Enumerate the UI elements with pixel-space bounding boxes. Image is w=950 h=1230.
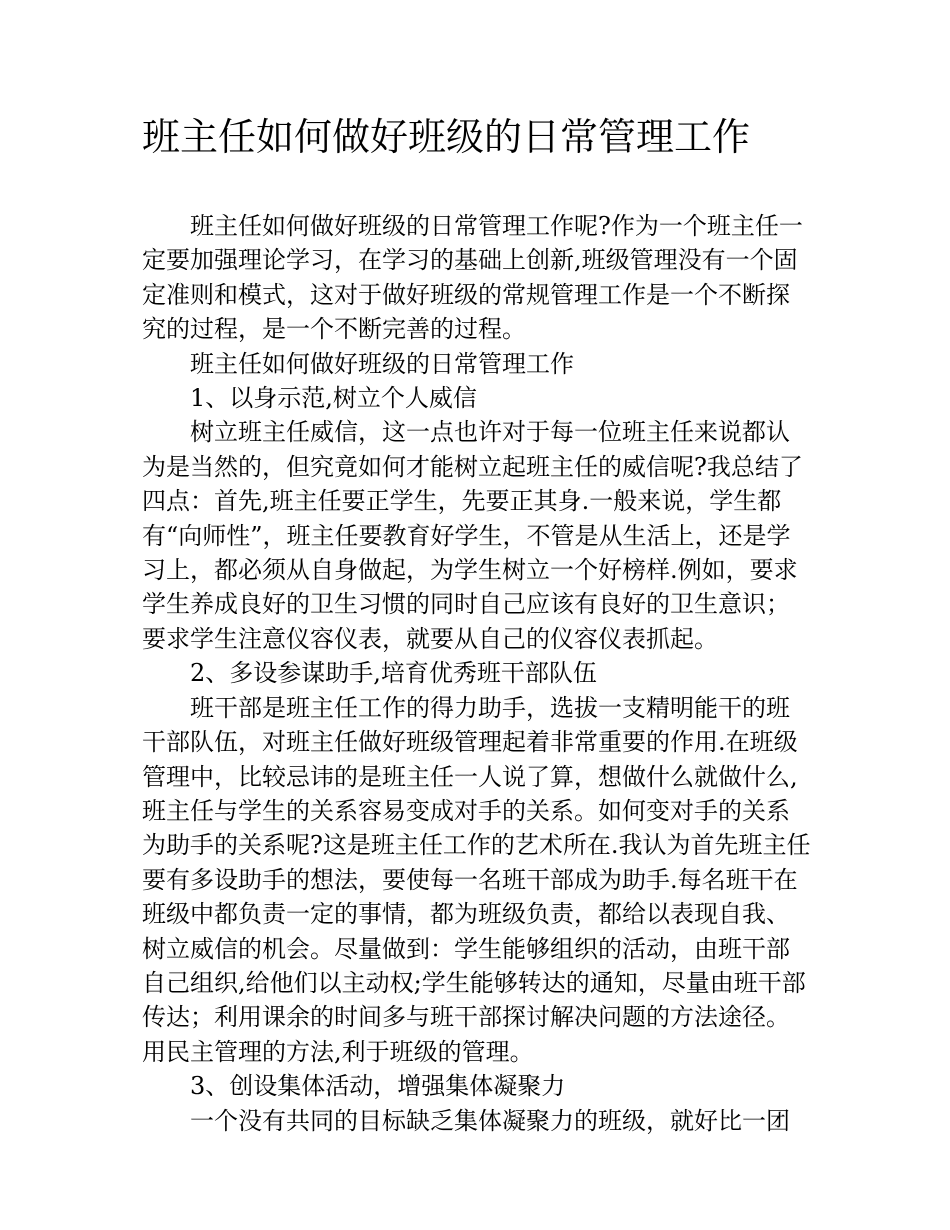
document-body bbox=[142, 209, 812, 1138]
intro-paragraph: 班主任如何做好班级的日常管理工作呢?作为一个班主任一定要加强理论学习，在学习的基础上创新,班级管理没有一个固定准则和模式，这对于做好班级的常规管理工作是一个不断探究的过程，是一个不断完善的过程。 bbox=[142, 212, 803, 344]
point-heading-1: 1、以身示范,树立个人威信 bbox=[190, 384, 477, 413]
point-heading-2: 2、多设参谋助手,培育优秀班干部队伍 bbox=[190, 659, 597, 688]
point-paragraph-3: 一个没有共同的目标缺乏集体凝聚力的班级，就好比一团 bbox=[190, 1106, 790, 1135]
point-paragraph-1: 树立班主任威信，这一点也许对于每一位班主任来说都认为是当然的，但究竟如何才能树立起班主任的威信呢?我总结了四点：首先,班主任要正学生，先要正其身.一般来说，学生都有“向师性”，班主任要教育好学生，不管是从生活上，还是学习上，都必须从自身做起，为学生树立一个好榜样.例如，要求学生养成良好的卫生习惯的同时自己应该有良好的卫生意识；要求学生注意仪容仪表，就要从自己的仪容仪表抓起。 bbox=[142, 418, 803, 653]
document-title: 班主任如何做好班级的日常管理工作 bbox=[142, 115, 751, 159]
section-heading: 班主任如何做好班级的日常管理工作 bbox=[190, 349, 574, 378]
point-heading-3: 3、创设集体活动，增强集体凝聚力 bbox=[190, 1072, 566, 1101]
point-paragraph-2: 班干部是班主任工作的得力助手，选拔一支精明能干的班干部队伍，对班主任做好班级管理起着非常重要的作用.在班级管理中，比较忌讳的是班主任一人说了算，想做什么就做什么,班主任与学生的关系容易变成对手的关系。如何变对手的关系为助手的关系呢?这是班主任工作的艺术所在.我认为首先班主任要有多设助手的想法，要使每一名班干部成为助手.每名班干在班级中都负责一定的事情，都为班级负责，都给以表现自我、树立威信的机会。尽量做到：学生能够组织的活动，由班干部自己组织,给他们以主动权;学生能够转达的通知，尽量由班干部传达；利用课余的时间多与班干部探讨解决问题的方法途径。用民主管理的方法,利于班级的管理。 bbox=[142, 693, 811, 1066]
